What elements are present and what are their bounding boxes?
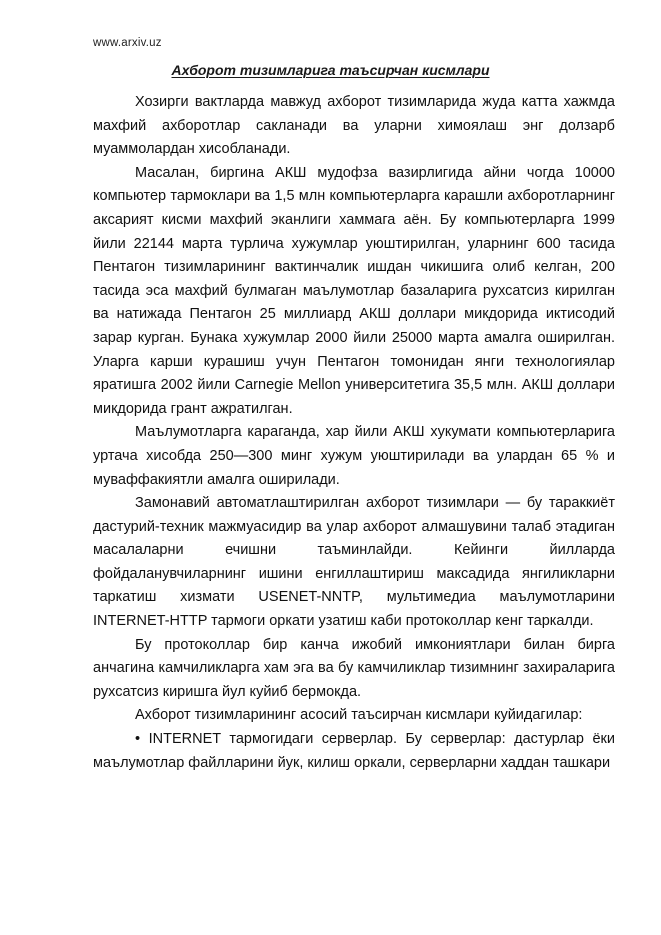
- site-url: www.arxiv.uz: [93, 37, 162, 49]
- paragraph-intro: Хозирги вактларда мавжуд ахборот тизимларида жуда катта хажмда махфий ахборотлар сакланади ва уларни химоялаш энг долзарб муаммолардан хисобланади.: [93, 94, 615, 158]
- paragraph-attack-statistics: Маълумотларга караганда, хар йили АКШ хукумати компьютерларига уртача хисобда 250—300 минг хужум уюштирилади ва улардан 65 % и муваффакиятли амалга оширилади.: [93, 424, 615, 488]
- paragraph-vulnerable-parts-intro: Ахборот тизимларининг асосий таъсирчан кисмлари куйидагилар:: [135, 707, 583, 724]
- paragraph-protocol-drawbacks: Бу протоколлар бир канча ижобий имкониятлари билан бирга анчагина камчиликларга хам эга ва бу камчиликлар тизимнинг захираларига рухсатсиз киришга йул куйиб бермокда.: [93, 636, 615, 700]
- document-title: Ахборот тизимларига таъсирчан кисмлари: [171, 62, 490, 78]
- document-body: [93, 91, 615, 775]
- paragraph-internet-servers: • INTERNET тармогидаги серверлар. Бу серверлар: дастурлар ёки маълумотлар файлларини йук, килиш оркали, серверларни хаддан ташкари: [93, 731, 615, 771]
- paragraph-pentagon-example: Масалан, биргина АКШ мудофза вазирлигида айни чогда 10000 компьютер тармоклари ва 1,5 млн компьютерларга карашли ахборотларнинг аксарият кисми махфий эканлиги хаммага аён. Бу компьютерларга 1999 йили 22144 марта турлича хужумлар уюштирилган, уларнинг 600 тасида Пентагон тизимларининг вактинчалик ишдан чикишига олиб келган, 200 тасида эса махфий булмаган маълумотлар базаларига рухсатсиз кирилган ва натижада Пентагон 25 миллиард АКШ доллари микдорида иктисодий зарар курган. Бунака хужумлар 2000 йили 25000 марта амалга оширилган. Уларга карши курашиш учун Пентагон томонидан янги технологиялар яратишга 2002 йили Carnegie Mellon университетига 35,5 млн. АКШ доллари микдорида грант ажратилган.: [93, 164, 615, 417]
- paragraph-modern-systems: Замонавий автоматлаштирилган ахборот тизимлари — бу тараккиёт дастурий-техник мажмуасидир ва улар ахборот алмашувини талаб этадиган масалаларни ечишни таъминлайди. Кейинги йилларда фойдаланувчиларнинг ишини енгиллаштириш максадида янгиликларни таркатиш хизмати USENET-NNTP, мультимедиа маълумотларини INTERNET-HTTP тармоги оркати узатиш каби протоколлар кенг таркалди.: [93, 495, 615, 630]
